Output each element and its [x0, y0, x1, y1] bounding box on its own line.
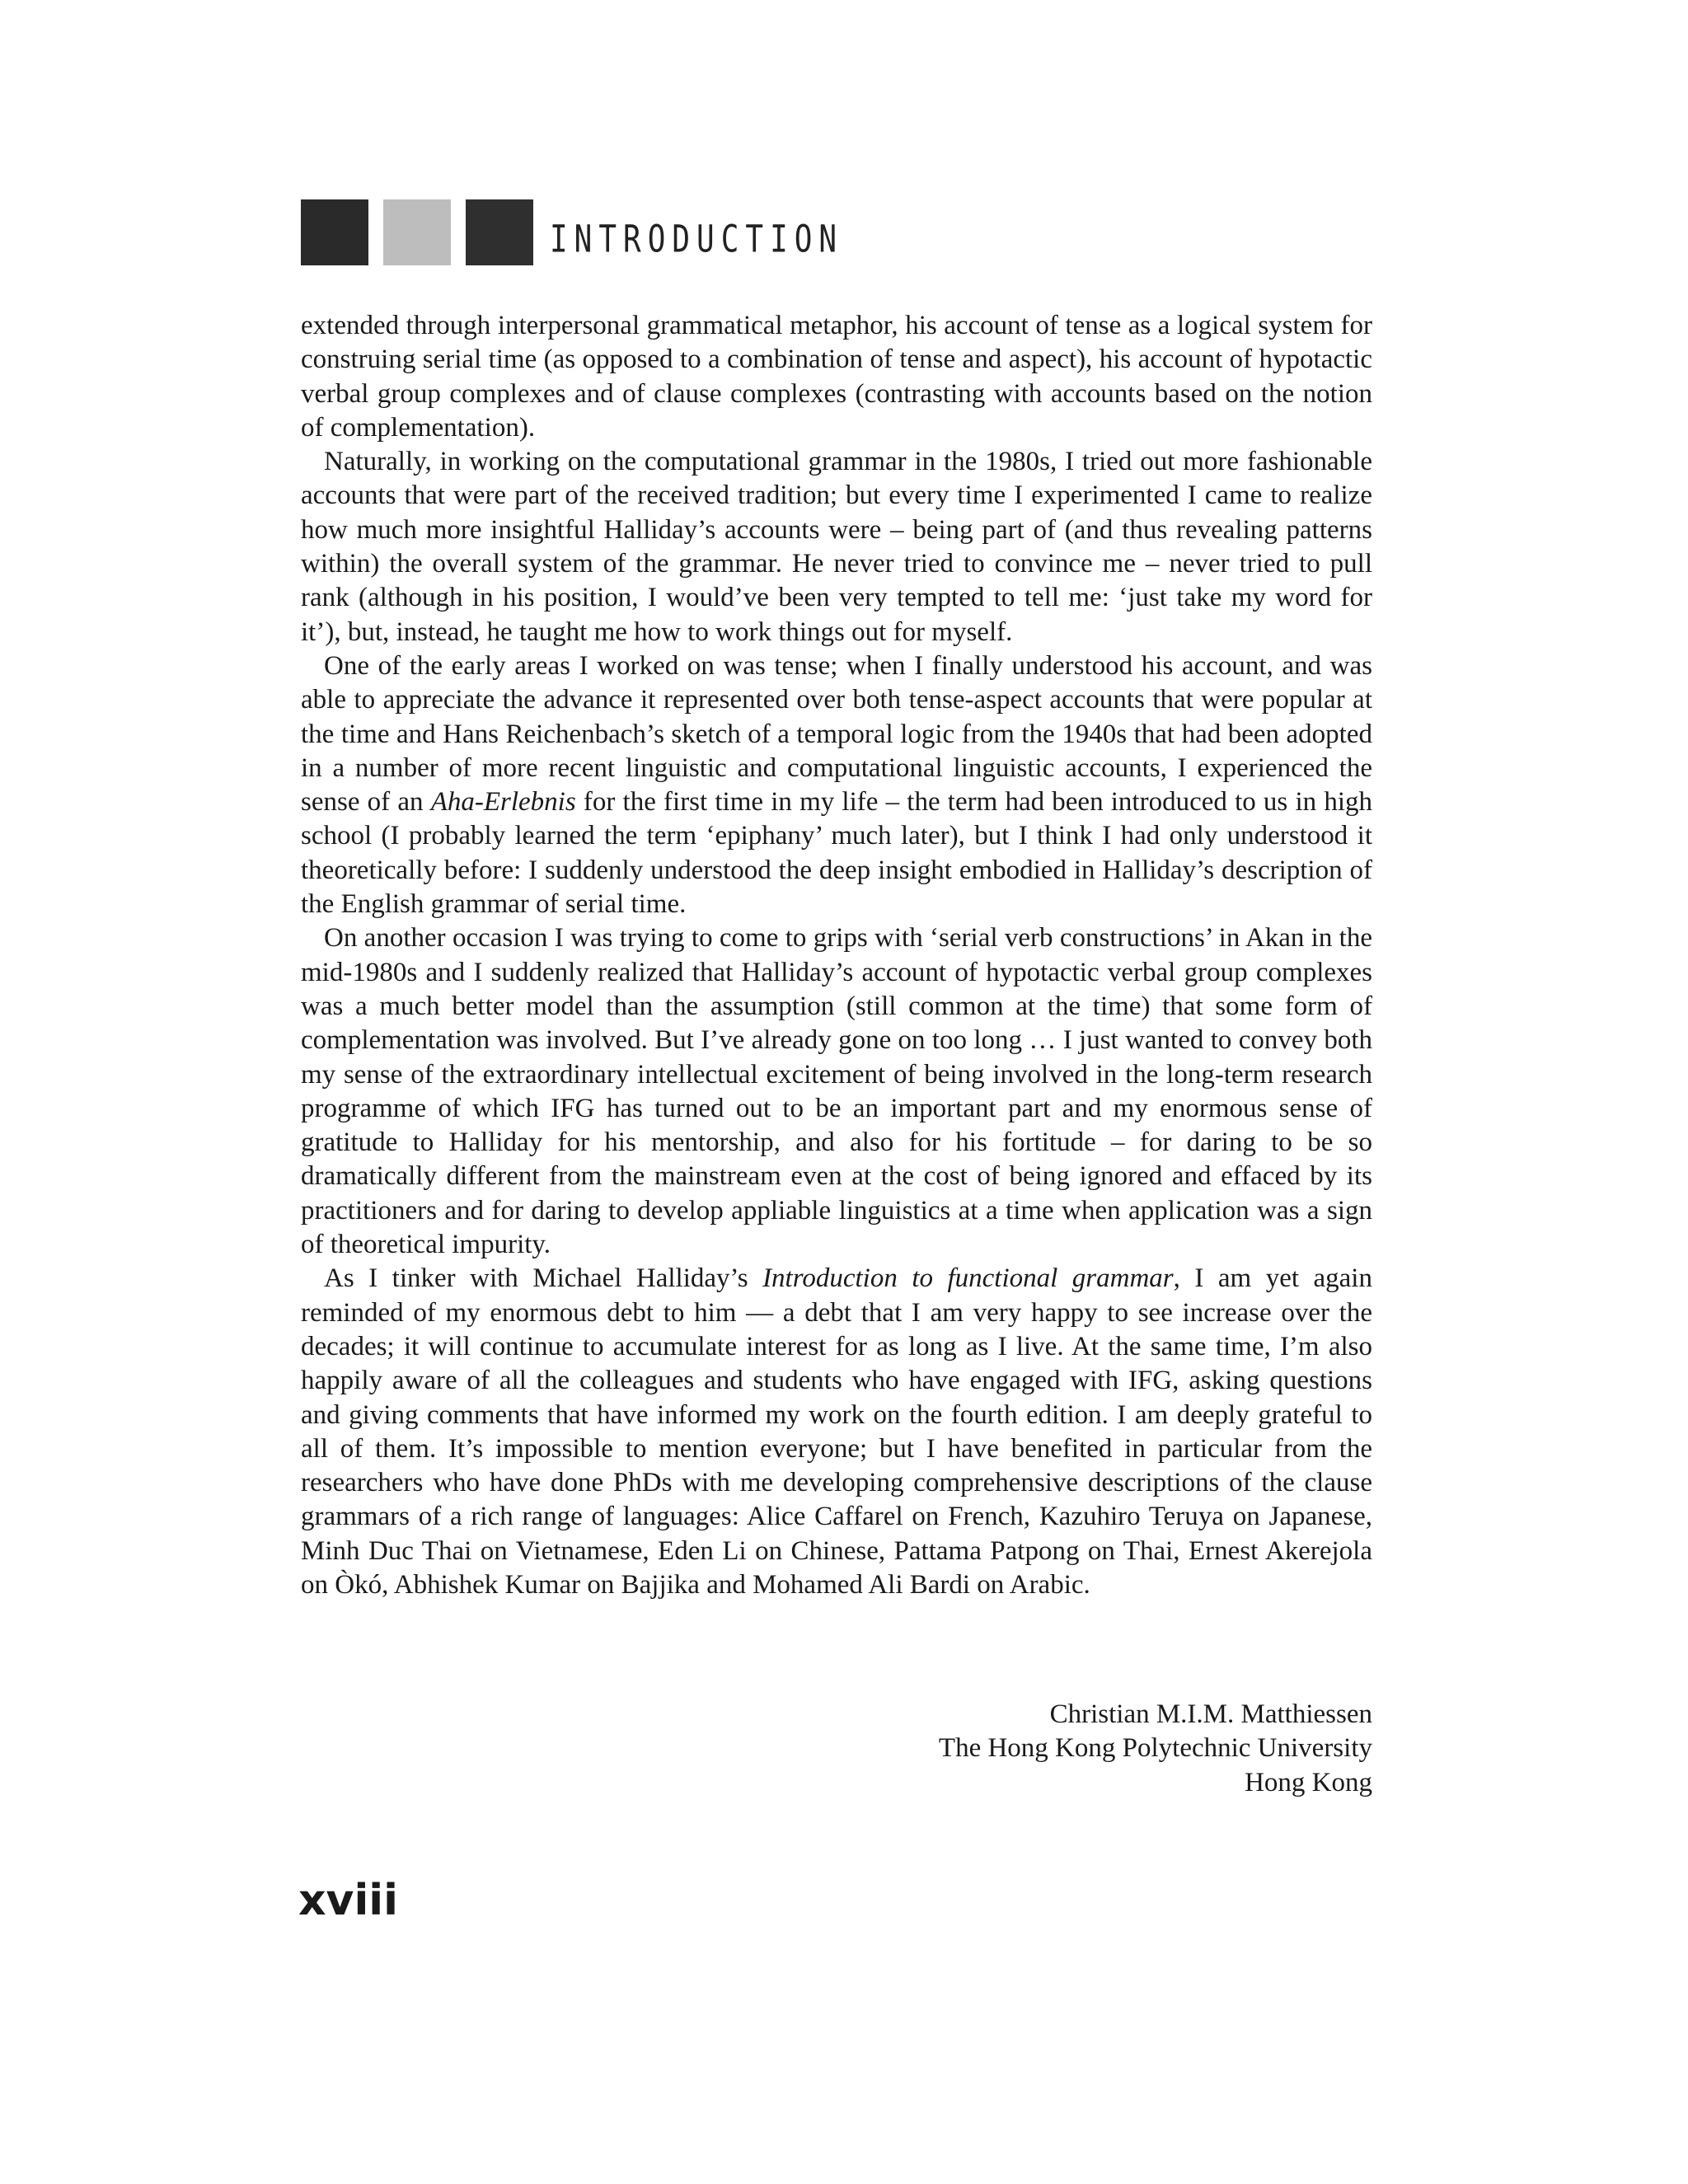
paragraph: On another occasion I was trying to come to grips with ‘serial verb constructions’ in Akan in the mid-1980s and I suddenly realized that Halliday’s account of hypotactic verbal group complexes was a much better model than the assumption (still common at the time) that some form of complementation was involved. But I’ve already gone on too long … I just wanted to convey both my sense of the extraordinary intellectual excitement of being involved in the long-term research programme of which IFG has turned out to be an important part and my enormous sense of gratitude to Halliday for his mentorship, and also for his fortitude – for daring to be so dramatically different from the mainstream even at the cost of being ignored and effaced by its practitioners and for daring to develop appliable linguistics at a time when application was a sign of theoretical impurity.	[301, 923, 1372, 1260]
italic-term: Aha-Erlebnis	[430, 787, 576, 818]
header-block-dark	[466, 199, 533, 265]
text-run: , I am yet again reminded of my enormous debt to him — a debt that I am very happy to see increase over the decades; it will continue to accumulate interest for as long as I live. At the same time, I’m also happily aware of all the colleagues and students who have engaged with IFG, asking questions and giving comments that have informed my work on the fourth edition. I am deeply grateful to all of them. It’s impossible to mention everyone; but I have benefited in particular from the researchers who have done PhDs with me developing comprehensive descriptions of the clause grammars of a rich range of languages: Alice Caffarel on French, Kazuhiro Teruya on Japanese, Minh Duc Thai on Vietnamese, Eden Li on Chinese, Pattama Patpong on Thai, Ernest Akerejola on Òkó, Abhishek Kumar on Bajjika and Mohamed Ali Bardi on Arabic.	[301, 1263, 1372, 1600]
page-number: xviii	[298, 1876, 398, 1925]
author-name: Christian M.I.M. Matthiessen	[1049, 1699, 1372, 1729]
text-run: for the first time in my life – the term had been introduced to us in high school (I probably learned the term ‘epiphany’ much later), but I think I had only understood it theoretically before: I suddenly understood the deep insight embodied in Halliday’s description of the English grammar of serial time.	[301, 787, 1372, 920]
paragraph: extended through interpersonal grammatical metaphor, his account of tense as a logical system for construing serial time (as opposed to a combination of tense and aspect), his account of hypotactic verbal group complexes and of clause complexes (contrasting with accounts based on the notion of complementation).	[301, 311, 1372, 443]
paragraph	[301, 649, 1372, 921]
header-block-dark	[301, 199, 368, 265]
body-text	[301, 309, 1372, 1602]
running-header	[301, 199, 1372, 267]
signature-block	[301, 1698, 1372, 1800]
italic-title: Introduction to functional grammar	[762, 1263, 1174, 1294]
paragraph	[301, 1262, 1372, 1602]
author-place: Hong Kong	[1245, 1767, 1372, 1797]
text-run: One of the early areas I worked on was tense; when I finally understood his account, and was able to appreciate the advance it represented over both tense-aspect accounts that were popular at the time and Hans Reichenbach’s sketch of a temporal logic from the 1940s that had been adopted in a number of more recent linguistic and computational linguistic accounts, I experienced the sense of an	[301, 650, 1372, 818]
section-title: INTRODUCTION	[550, 218, 844, 261]
author-institution: The Hong Kong Polytechnic University	[938, 1733, 1372, 1764]
header-block-light	[383, 199, 451, 265]
paragraph: Naturally, in working on the computational grammar in the 1980s, I tried out more fashionable accounts that were part of the received tradition; but every time I experimented I came to realize how much more insightful Halliday’s accounts were – being part of (and thus revealing patterns within) the overall system of the grammar. He never tried to convince me – never tried to pull rank (although in his position, I would’ve been very tempted to tell me: ‘just take my word for it’), but, instead, he taught me how to work things out for myself.	[301, 447, 1372, 647]
text-run: As I tinker with Michael Halliday’s	[324, 1263, 763, 1294]
